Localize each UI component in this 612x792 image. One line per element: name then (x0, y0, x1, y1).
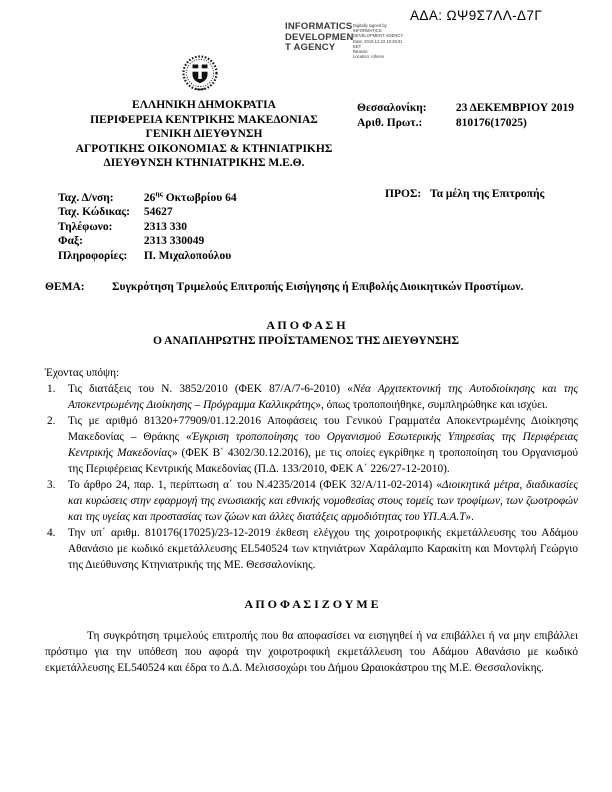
subject-label: ΘΕΜΑ: (45, 281, 85, 293)
recipient-value: Τα μέλη της Επιτροπής (429, 188, 545, 200)
list-item-2 (45, 413, 578, 477)
decision-heading (0, 318, 612, 347)
list-item-1 (45, 381, 578, 413)
ada-label: ΑΔΑ: (410, 8, 443, 23)
contact-row-postcode: Ταχ. Κώδικας: 54627 (58, 206, 173, 219)
item-number: 3. (47, 479, 56, 491)
org-header (58, 98, 350, 171)
item-text: Το άρθρο 24, παρ. 1, περίπτωση α΄ του Ν.4235/2014 (ΦΕΚ 32/Α/11-02-2014) «Διοικητικά μέτρα, διαδικασίες και κυρώσεις στην εφαρμογή της ενωσιακής και εθνικής νομοθεσίας στους τομείς των τροφίμων, των ζωοτροφών και της υγείας και προστασίας των ζώων και άλλες διατάξεις αρμοδιότητας του ΥΠ.Α.Α.Τ». (68, 479, 578, 523)
considering-intro: Έχοντας υπόψη: (45, 367, 120, 379)
recipient-label: ΠΡΟΣ: (385, 188, 422, 200)
date-value: 23 ΔΕΚΕΜΒΡΙΟΥ 2019 (455, 102, 574, 114)
signature-agency-name: INFORMATICS DEVELOPMEN T AGENCY (285, 21, 354, 53)
org-line: ΓΕΝΙΚΗ ΔΙΕΥΘΥΝΣΗ (145, 128, 263, 141)
org-line: ΕΛΛΗΝΙΚΗ ΔΗΜΟΚΡΑΤΙΑ (132, 99, 276, 111)
decision-subtitle: Ο ΑΝΑΠΛΗΡΩΤΗΣ ΠΡΟΪΣΤΑΜΕΝΟΣ ΤΗΣ ΔΙΕΥΘΥΝΣΗΣ (152, 335, 460, 347)
list-item-4 (45, 525, 578, 573)
item-text: Τις με αριθμό 81320+77909/01.12.2016 Αποφάσεις του Γενικού Γραμματέα Αποκεντρωμένης Διοίκησης Μακεδονίας – Θράκης «Έγκριση τροποποίησης του Οργανισμού Εσωτερικής Υπηρεσίας της Περιφέρειας Κεντρικής Μακεδονίας» (ΦΕΚ Β΄ 4302/30.12.2016), με τις οποίες εγκρίθηκε η τροποποίηση του Οργανισμού της Περιφέρειας Κεντρικής Μακεδονίας (Π.Δ. 133/2010, ΦΕΚ Α΄ 226/27-12-2010). (68, 415, 578, 475)
item-text: Την υπ΄ αριθμ. 810176(17025)/23-12-2019 έκθεση ελέγχου της χοιροτροφικής εκμετάλλευσης του Αδάμου Αθανάσιο με κωδικό εκμετάλλευσης EL540524 των κτηνιάτρων Χαράλαμπο Καρακίτη και Μοντφλή Γεώργιο της Διεύθυνσης Κτηνιατρικής της ΜΕ. Θεσσαλονίκης. (68, 527, 578, 571)
subject-text: Συγκρότηση Τριμελούς Επιτροπής Εισήγησης ή Επιβολής Διοικητικών Προστίμων. (112, 281, 524, 293)
subject-line (45, 281, 578, 293)
item-text: Τις διατάξεις του Ν. 3852/2010 (ΦΕΚ 87/Α/7-6-2010) «Νέα Αρχιτεκτονική της Αυτοδιοίκησης και της Αποκεντρωμένης Διοίκησης – Πρόγραμμα Καλλικράτης», όπως τροποποιήθηκε, συμπληρώθηκε και ισχύει. (68, 383, 578, 411)
protocol-value: 810176(17025) (455, 117, 527, 129)
verdict-title: Α Π Ο Φ Α Σ Ι Ζ Ο Υ Μ Ε (244, 597, 379, 611)
protocol-row (357, 116, 574, 131)
org-line: ΠΕΡΙΦΕΡΕΙΑ ΚΕΝΤΡΙΚΗΣ ΜΑΚΕΔΟΝΙΑΣ (90, 113, 318, 126)
signature-details: Digitally signed by INFORMATICS DEVELOPMENT AGENCY Date: 2019.12.23 10:29:31 EET Reason: Location: Athens (353, 23, 404, 60)
meta-block (357, 101, 574, 131)
item-number: 2. (47, 415, 56, 427)
decision-title: Α Π Ο Φ Α Σ Η (266, 318, 346, 332)
contact-row-fax: Φαξ: 2313 330049 (58, 235, 205, 248)
recipient-line (385, 188, 544, 200)
contact-row-phone: Τηλέφωνο: 2313 330 (58, 220, 187, 233)
ada-code: ΩΨ9Σ7ΛΛ-Δ7Γ (446, 8, 543, 23)
greek-emblem-icon (181, 54, 219, 97)
org-line: ΔΙΕΥΘΥΝΣΗ ΚΤΗΝΙΑΤΡΙΚΗΣ Μ.Ε.Θ. (103, 157, 305, 170)
contact-block (58, 187, 237, 263)
city-label: Θεσσαλονίκη: (357, 102, 427, 114)
contact-row-address: Ταχ. Δ/νση: $26^{\eta\varsigma}$ Οκτωβρίου 64 (58, 189, 237, 204)
list-item-3 (45, 477, 578, 525)
digital-signature-stamp (285, 22, 403, 59)
protocol-label: Αριθ. Πρωτ.: (357, 117, 423, 129)
verdict-paragraph: Τη συγκρότηση τριμελούς επιτροπής που θα αποφασίσει να εισηγηθεί ή να επιβάλλει ή να μην επιβάλλει πρόστιμο για την υπόθεση που αφορά την χοιροτροφική εκμετάλλευση του Αδάμου Αθανάσιο με κωδικό εκμετάλλευσης EL540524 και έδρα το Δ.Δ. Μελισσοχώρι του Δήμου Ωραιοκάστρου της Μ.Ε. Θεσσαλονίκης. (45, 630, 578, 674)
date-row (357, 101, 574, 116)
item-number: 1. (47, 383, 56, 395)
ada-line (410, 8, 542, 23)
document-body (45, 365, 578, 676)
org-line: ΑΓΡΟΤΙΚΗΣ ΟΙΚΟΝΟΜΙΑΣ & ΚΤΗΝΙΑΤΡΙΚΗΣ (75, 142, 333, 155)
contact-row-info: Πληροφορίες: Π. Μιχαλοπούλου (58, 249, 232, 262)
item-number: 4. (47, 527, 56, 539)
